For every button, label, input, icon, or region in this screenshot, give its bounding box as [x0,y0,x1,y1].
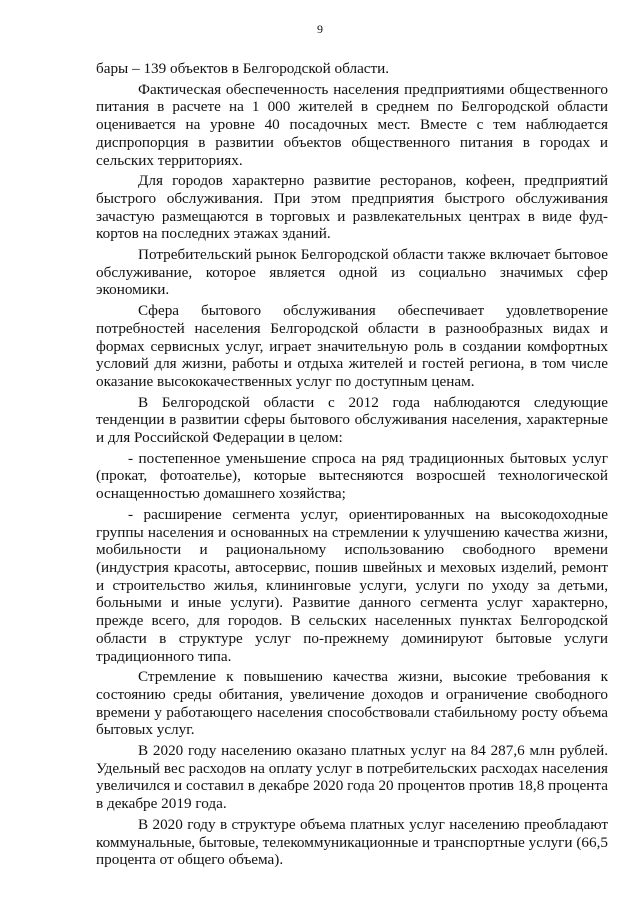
paragraph-services-structure: В 2020 году в структуре объема платных услуг населению преобладают коммунальные, бытовые, телекоммуникационные и транспортные услуги (66,5 процента от общего объема). [96,815,608,869]
list-item-demand-decrease: - постепенное уменьшение спроса на ряд традиционных бытовых услуг (прокат, фотоателье), которые вытесняются возросшей технологической оснащенностью домашнего хозяйства; [96,449,608,503]
paragraph-catering-provision: Фактическая обеспеченность населения предприятиями общественного питания в расчете на 1 000 жителей в среднем по Белгородской области оценивается на уровне 40 посадочных мест. Вместе с тем наблюдается диспропорция в развитии объектов общественного питания в городах и сельских территориях. [96,80,608,169]
list-item-segment-expansion: - расширение сегмента услуг, ориентированных на высокодоходные группы населения и основанных на стремлении к улучшению качества жизни, мобильности и рациональному использованию свободного времени (индустрия красоты, автосервис, пошив швейных и меховых изделий, ремонт и строительство жилья, клининговые услуги, услуги по уходу за детьми, больными и иные услуги). Развитие данного сегмента услуг характерно, прежде всего, для городов. В сельских населенных пунктах Белгородской области в структуре услуг по-прежнему доминируют бытовые услуги традиционного типа. [96,505,608,665]
paragraph-quality-of-life: Стремление к повышению качества жизни, высокие требования к состоянию среды обитания, увеличение доходов и ограничение свободного времени у работающего населения способствовали стабильному росту объема бытовых услуг. [96,668,608,739]
paragraph-trends-intro: В Белгородской области с 2012 года наблюдаются следующие тенденции в развитии сферы бытового обслуживания населения, характерные и для Российской Федерации в целом: [96,393,608,447]
paragraph-continuation: бары – 139 объектов в Белгородской области. [96,60,390,77]
document-body [96,60,608,872]
paragraph-consumer-market: Потребительский рынок Белгородской области также включает бытовое обслуживание, которое является одной из социально значимых сфер экономики. [96,246,608,299]
paragraph-household-services: Сфера бытового обслуживания обеспечивает удовлетворение потребностей населения Белгородской области в разнообразных видах и формах сервисных услуг, играет значительную роль в создании комфортных условий для жизни, работы и отдыха жителей и гостей региона, в том числе оказание высококачественных услуг по доступным ценам. [96,302,608,390]
page-number: 9 [317,22,323,36]
paragraph-paid-services-2020: В 2020 году населению оказано платных услуг на 84 287,6 млн рублей. Удельный вес расходов на оплату услуг в потребительских расходах населения увеличился и составил в декабре 2020 года 20 процентов против 18,8 процента в декабре 2019 года. [96,742,608,813]
paragraph-city-catering: Для городов характерно развитие ресторанов, кофеен, предприятий быстрого обслуживания. При этом предприятия быстрого обслуживания зачастую размещаются в торговых и развлекательных центрах в виде фуд-кортов на последних этажах зданий. [96,172,608,243]
